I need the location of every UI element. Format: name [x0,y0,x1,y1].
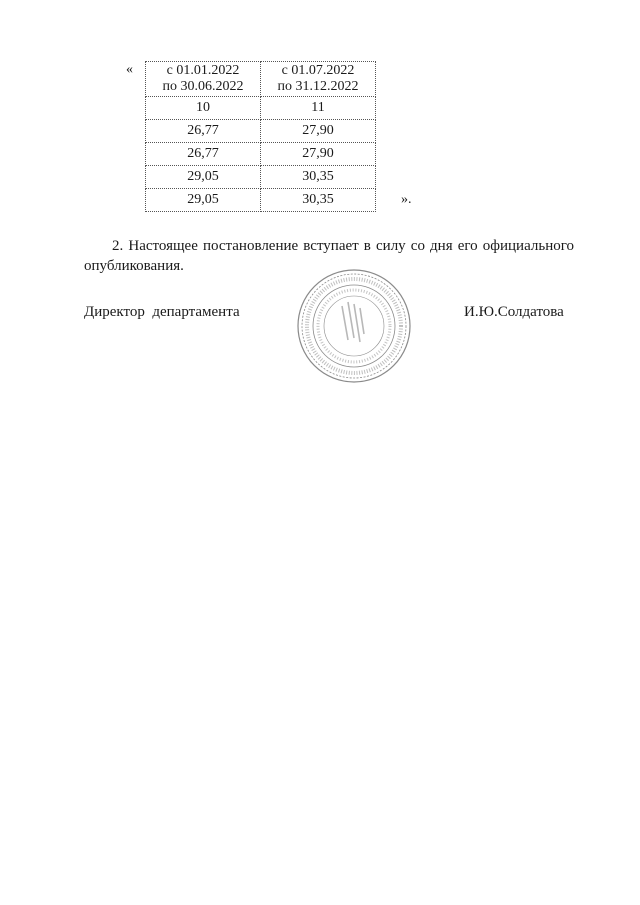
table-row [146,166,376,189]
table-cell: 27,90 [261,120,376,143]
table-cell: 26,77 [146,143,261,166]
signer-role: Директор департамента [84,304,240,320]
table-header-row [146,62,376,97]
table-cell: 29,05 [146,166,261,189]
official-round-seal-icon [296,268,412,384]
table-cell: 30,35 [261,166,376,189]
table-cell: 26,77 [146,120,261,143]
effective-date-paragraph: 2. Настоящее постановление вступает в силу со дня его официального опубликования. [84,238,574,274]
table-row [146,120,376,143]
table-row [146,97,376,120]
table-cell: 27,90 [261,143,376,166]
table-cell: 30,35 [261,189,376,212]
table-row [146,143,376,166]
tariff-table [145,61,376,212]
header-cell-period-2 [261,62,376,97]
table-cell: 11 [261,97,376,120]
header-line: по 30.06.2022 [162,79,244,94]
header-line: с 01.07.2022 [281,63,355,78]
open-quote: « [126,62,133,77]
signer-name: И.Ю.Солдатова [464,304,564,320]
table-cell: 29,05 [146,189,261,212]
table-cell: 10 [146,97,261,120]
header-cell-period-1 [146,62,261,97]
header-line: по 31.12.2022 [277,79,359,94]
header-line: с 01.01.2022 [166,63,240,78]
close-quote: ». [401,192,412,207]
table-row [146,189,376,212]
